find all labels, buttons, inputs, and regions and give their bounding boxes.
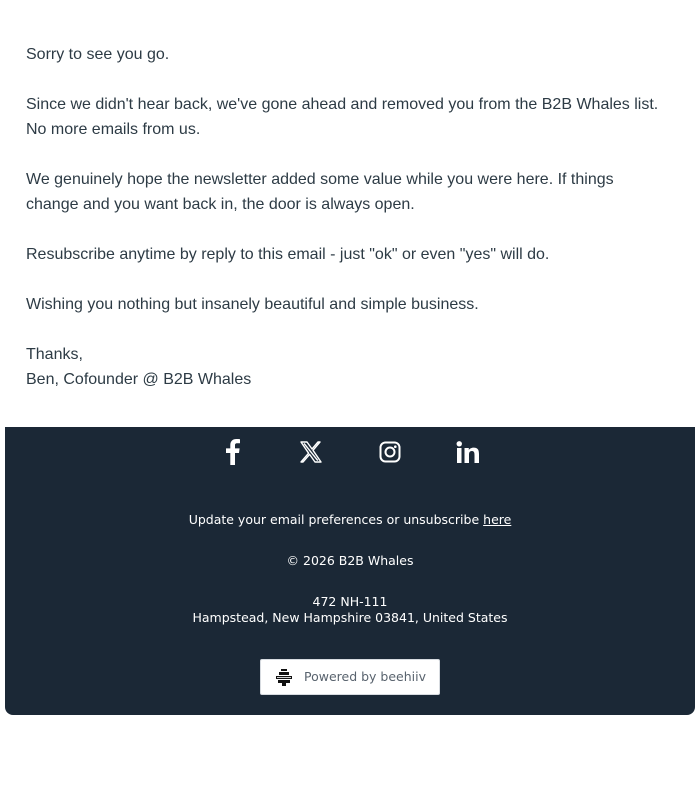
- linkedin-icon: [456, 441, 480, 463]
- badge-label: Powered by beehiiv: [304, 669, 427, 684]
- social-links: [5, 437, 695, 467]
- preferences-line: [5, 512, 695, 528]
- linkedin-link[interactable]: [453, 437, 483, 467]
- x-link[interactable]: [296, 437, 326, 467]
- wish-text: Wishing you nothing but insanely beautiful and simple business.: [26, 296, 479, 313]
- facebook-link[interactable]: [218, 437, 248, 467]
- instagram-icon: [379, 441, 401, 463]
- x-icon: [300, 441, 322, 463]
- unsubscribe-link[interactable]: here: [483, 512, 512, 527]
- copyright-text: © 2026 B2B Whales: [286, 553, 414, 568]
- greeting-text: Sorry to see you go.: [26, 46, 170, 63]
- hope-text: We genuinely hope the newsletter added some value while you were here. If things change and you want back in, the door is always open.: [26, 171, 614, 213]
- address-line-1: 472 NH-111: [312, 594, 388, 609]
- signature-block: [26, 342, 251, 392]
- facebook-icon: [226, 439, 240, 465]
- removed-text: Since we didn't hear back, we've gone ahead and removed you from the B2B Whales list. No more emails from us.: [26, 96, 659, 138]
- instagram-link[interactable]: [375, 437, 405, 467]
- preferences-text: Update your email preferences or unsubscribe: [188, 512, 484, 527]
- address-line-2: Hampstead, New Hampshire 03841, United States: [192, 610, 508, 625]
- resubscribe-text: Resubscribe anytime by reply to this email - just "ok" or even "yes" will do.: [26, 246, 550, 263]
- signoff-text: Thanks,: [26, 346, 83, 363]
- email-footer: [5, 427, 695, 715]
- signature-text: Ben, Cofounder @ B2B Whales: [26, 371, 252, 388]
- powered-by-beehiiv-badge[interactable]: [260, 659, 440, 695]
- beehiiv-logo-icon: [276, 669, 292, 686]
